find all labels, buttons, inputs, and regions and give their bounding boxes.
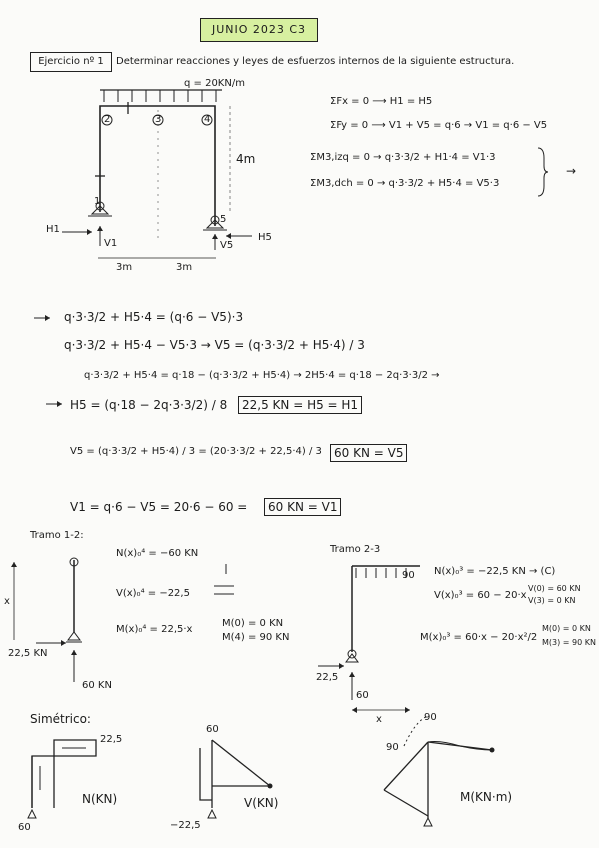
equation-moment-right: ΣM3,dch = 0 → q·3·3/2 + H5·4 = V5·3 [310, 178, 500, 189]
equation-moment-left: ΣM3,izq = 0 → q·3·3/2 + H1·4 = V1·3 [310, 152, 496, 163]
tramo-1-2-moment: M(x)₀⁴ = 22,5·x [116, 624, 193, 635]
tramo-2-3-moment-label: 90 [402, 570, 415, 581]
tramo-2-3-vertical-load: 60 [356, 690, 369, 701]
tramo-1-2-vertical-load: 60 KN [82, 680, 112, 691]
shear-diagram-top-value: 60 [206, 724, 219, 735]
exercise-label: Ejercicio nº 1 [30, 52, 112, 72]
derivation-line-3: q·3·3/2 + H5·4 = q·18 − (q·3·3/2 + H5·4) → 2H5·4 = q·18 − 2q·3·3/2 → [84, 370, 440, 381]
tramo-2-3-axis: x [376, 714, 382, 725]
axial-diagram-top-value: 22,5 [100, 734, 123, 745]
tramo-2-3-axial: N(x)₀³ = −22,5 KN → (C) [434, 566, 556, 577]
reaction-v1-label: V1 [104, 238, 118, 249]
tramo-2-3-shear: V(x)₀³ = 60 − 20·x [434, 590, 527, 601]
equation-sum-fx: ΣFx = 0 ⟶ H1 = H5 [330, 96, 433, 107]
tramo-1-2-axis: x [4, 596, 10, 607]
axial-diagram-label: N(KN) [82, 792, 118, 806]
symmetric-note: Simétrico: [30, 712, 91, 726]
h5-result: 22,5 KN = H5 = H1 [238, 396, 362, 414]
node-label-4: 4 [204, 114, 211, 125]
node-label-3: 3 [155, 114, 162, 125]
node-label-1: 1 [94, 196, 101, 207]
tramo-1-2-m4: M(4) = 90 KN [222, 632, 290, 643]
span-left-label: 3m [116, 262, 133, 273]
h5-expression: H5 = (q·18 − 2q·3·3/2) / 8 [70, 398, 228, 412]
derivation-line-2: q·3·3/2 + H5·4 − V5·3 → V5 = (q·3·3/2 + H5·4) / 3 [64, 338, 365, 352]
height-label: 4m [236, 152, 256, 166]
v1-result: 60 KN = V1 [264, 498, 341, 516]
equation-sum-fy: ΣFy = 0 ⟶ V1 + V5 = q·6 → V1 = q·6 − V5 [330, 120, 548, 131]
moment-diagram-left-value: 90 [386, 742, 399, 753]
tramo-1-2-m0: M(0) = 0 KN [222, 618, 284, 629]
axial-diagram-bottom-value: 60 [18, 822, 31, 833]
derivation-line-1: q·3·3/2 + H5·4 = (q·6 − V5)·3 [64, 310, 244, 324]
tramo-2-3-v3: V(3) = 0 KN [528, 596, 576, 605]
load-label: q = 20KN/m [184, 78, 245, 89]
span-right-label: 3m [176, 262, 193, 273]
moment-diagram-top-value: 90 [424, 712, 437, 723]
tramo-2-3-title: Tramo 2-3 [330, 544, 381, 555]
v5-result: 60 KN = V5 [330, 444, 407, 462]
reaction-v5-label: V5 [220, 240, 234, 251]
moment-diagram-label: M(KN·m) [460, 790, 513, 804]
shear-diagram-label: V(KN) [244, 796, 279, 810]
shear-diagram-bottom-value: −22,5 [170, 820, 201, 831]
equation-arrow: → [566, 164, 577, 178]
v5-expression: V5 = (q·3·3/2 + H5·4) / 3 = (20·3·3/2 + 22,5·4) / 3 [70, 446, 322, 457]
tramo-1-2-shear: V(x)₀⁴ = −22,5 [116, 588, 190, 599]
tramo-1-2-title: Tramo 1-2: [30, 530, 84, 541]
tramo-1-2-axial: N(x)₀⁴ = −60 KN [116, 548, 199, 559]
tramo-2-3-horizontal-load: 22,5 [316, 672, 339, 683]
reaction-h5-label: H5 [258, 232, 272, 243]
exam-title: JUNIO 2023 C3 [200, 18, 318, 42]
tramo-2-3-moment: M(x)₀³ = 60·x − 20·x²/2 [420, 632, 538, 643]
tramo-2-3-m0: M(0) = 0 KN [542, 624, 591, 633]
tramo-2-3-v0: V(0) = 60 KN [528, 584, 581, 593]
node-label-5: 5 [220, 214, 227, 225]
node-label-2: 2 [104, 114, 111, 125]
exercise-statement: Determinar reacciones y leyes de esfuerzos internos de la siguiente estructura. [116, 56, 515, 67]
tramo-1-2-horizontal-load: 22,5 KN [8, 648, 48, 659]
reaction-h1-label: H1 [46, 224, 60, 235]
tramo-2-3-m3: M(3) = 90 KN [542, 638, 596, 647]
v1-expression: V1 = q·6 − V5 = 20·6 − 60 = [70, 500, 248, 514]
